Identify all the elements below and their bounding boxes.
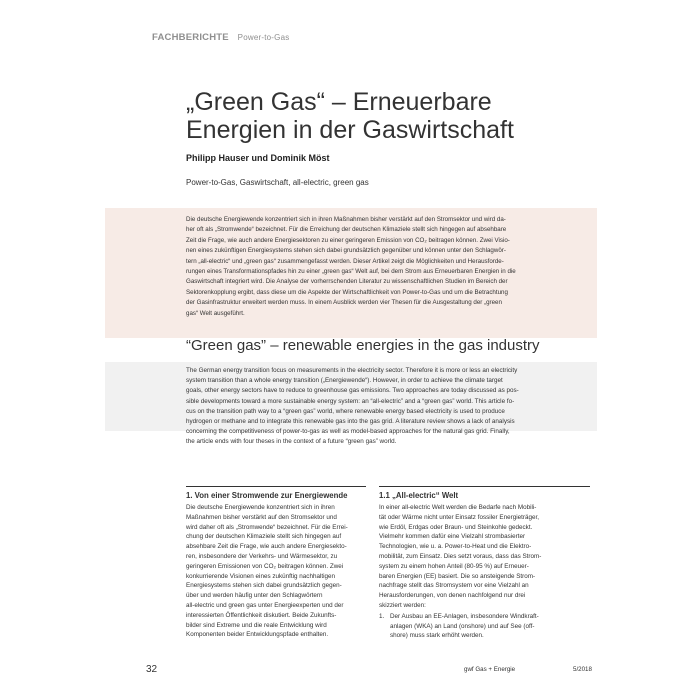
english-line: system transition than a whole energy transition („Energiewende“). However, in order to achieve the climate target [186,377,503,385]
body-line: mobilität, zum Einsatz. Dies setzt voraus, dass das Strom- [379,552,542,560]
issue-number: 5/2018 [573,666,592,673]
section-divider [379,486,590,487]
abstract-german [186,215,590,319]
article-title-line1: „Green Gas“ – Erneuerbare [186,88,492,116]
abstract-line: rungen eines Transformationspfades hin zu einer „green gas“ Welt auf, bei dem Strom aus Erneuerbaren Energien in die [186,268,516,276]
section-divider [186,486,366,487]
abstract-line: nen eines zukünftigen Energiesystems stehen sich dabei grundsätzlich gegenüber und können unter den Schlagwör- [186,247,506,255]
body-line: baren Energien (EE) basiert. Die so ansteigende Strom- [379,572,536,580]
article-title-line2: Energien in der Gaswirtschaft [186,116,514,144]
body-line: wird daher oft als „Stromwende“ bezeichnet. Für die Errei- [186,523,348,531]
abstract-line: Zeit die Frage, wie auch andere Energiesektoren zu einer geringeren Emission von CO₂ beitragen können. Zwei Visio- [186,236,510,244]
topic-label: Power-to-Gas [237,33,290,42]
body-line: all-electric und green gas unter Energieexperten und der [186,601,344,609]
section1-heading: 1. Von einer Stromwende zur Energiewende [186,491,348,500]
english-line: sible developments toward a more sustainable energy system: an “all-electric” and a “green gas” world. This article fo- [186,397,515,405]
abstract-line: der Gasinfrastruktur erweitert werden muss. In einem Ausblick werden vier Thesen für die Ausgestaltung der „green [186,299,502,307]
body-line: Komponenten beider Entwicklungspfade enthalten. [186,631,329,639]
abstract-line: her oft als „Stromwende“ bezeichnet. Für die Erreichung der deutschen Klimaziele stellt sich hingegen auf absehbare [186,226,507,234]
section11-heading: 1.1 „All-electric“ Welt [379,491,459,500]
list-line: anlagen (WKA) an Land (onshore) und auf See (off- [390,622,535,630]
abstract-line: gas“ Welt ausgeführt. [186,309,245,317]
body-line: Die deutsche Energiewende konzentriert sich in ihren [186,504,335,511]
abstract-line: Die deutsche Energiewende konzentriert sich in ihren Maßnahmen bisher verstärkt auf den Stromsektor und wird da- [186,216,506,223]
english-abstract [186,366,590,448]
abstract-line: Sektorenkopplung ergibt, dass diese um die Aspekte der Wirtschaftlichkeit von Power-to-Gas und um die Betrachtung [186,288,508,296]
body-line: In einer all-electric Welt werden die Bedarfe nach Mobili- [379,504,537,511]
journal-name: gwf Gas + Energie [464,666,516,673]
abstract-line: tern „all-electric“ und „green gas“ zusammengefasst werden. Dieser Artikel zeigt die Möglichkeiten und Herausforde- [186,257,504,265]
body-line: bilder sind Extreme und die reale Entwicklung wird [186,621,327,629]
body-line: wie Erdöl, Erdgas oder Braun- und Steinkohle gedeckt. [379,523,533,531]
english-title: “Green gas” – renewable energies in the gas industry [186,337,540,354]
body-line: Technologien, wie u. a. Power-to-Heat und die Elektro- [379,543,532,551]
body-line: über und werden häufig unter den Schlagwörtern [186,592,323,600]
body-line: system zu einem hohen Anteil (80-95 %) auf Erneuer- [379,562,529,570]
body-line: interessierten Öffentlichkeit diskutiert. Beide Zukunfts- [186,611,337,619]
abstract-line: Gaswirtschaft integriert wird. Die Analyse der vorherrschenden Literatur zu wissenschaftlichen Studien im Bereich der [186,278,508,286]
authors: Philipp Hauser und Dominik Möst [186,153,330,163]
english-line: concerning the competitiveness of power-to-gas as well as model-based approaches for the natural gas grid. Finally, [186,428,510,436]
list-number: 1. [379,612,385,620]
english-line: cus on the transition path way to a “green gas” world, where renewable energy based electricity is used to produce [186,407,505,415]
list-line: shore) muss stark erhöht werden. [390,632,484,640]
page-number: 32 [146,664,158,675]
body-line: Vielmehr kommen dafür eine Vielzahl strombasierter [379,533,526,541]
list-item [379,612,590,641]
english-line: hydrogen or methane and to integrate this renewable gas into the gas grid. A literature review shows a lack of analysis [186,418,515,426]
keywords: Power-to-Gas, Gaswirtschaft, all-electric, green gas [186,178,369,187]
body-line: absehbare Zeit die Frage, wie auch andere Energiesekto- [186,543,347,551]
english-line: the article ends with four theses in the context of a future “green gas” world. [186,438,397,446]
body-line: chung der deutschen Klimaziele stellt sich hingegen auf [186,533,342,541]
body-line: skizziert werden: [379,601,426,609]
body-line: Herausforderungen, von denen nachfolgend nur drei [379,592,526,600]
english-line: goals, other energy sectors have to reduce to greenhouse gas emissions. Two approaches are today discussed as pos- [186,387,519,395]
section11-body [379,503,590,641]
body-line: geringeren Emissionen von CO₂ beitragen können. Zwei [186,562,344,570]
list-line: Der Ausbau an EE-Anlagen, insbesondere Windkraft- [390,612,539,620]
running-header [152,32,289,43]
body-line: Maßnahmen bisher verstärkt auf den Stromsektor und [186,513,337,521]
section-label: FACHBERICHTE [152,32,229,43]
body-line: konkurrierende Visionen eines zukünftig nachhaltigen [186,572,336,580]
body-line: Energiesystems stehen sich dabei grundsätzlich gegen- [186,582,342,590]
section1-body [186,503,366,640]
body-line: ren, insbesondere der Verkehrs- und Wärmesektor, zu [186,552,338,560]
body-line: nachfrage stellt das Stromsystem vor eine Vielzahl an [379,582,529,590]
english-line: The German energy transition focus on measurements in the electricity sector. Therefore it is more or less an electricity [186,367,518,374]
body-line: tät oder Wärme nicht unter Einsatz fossiler Energieträger, [379,513,539,521]
